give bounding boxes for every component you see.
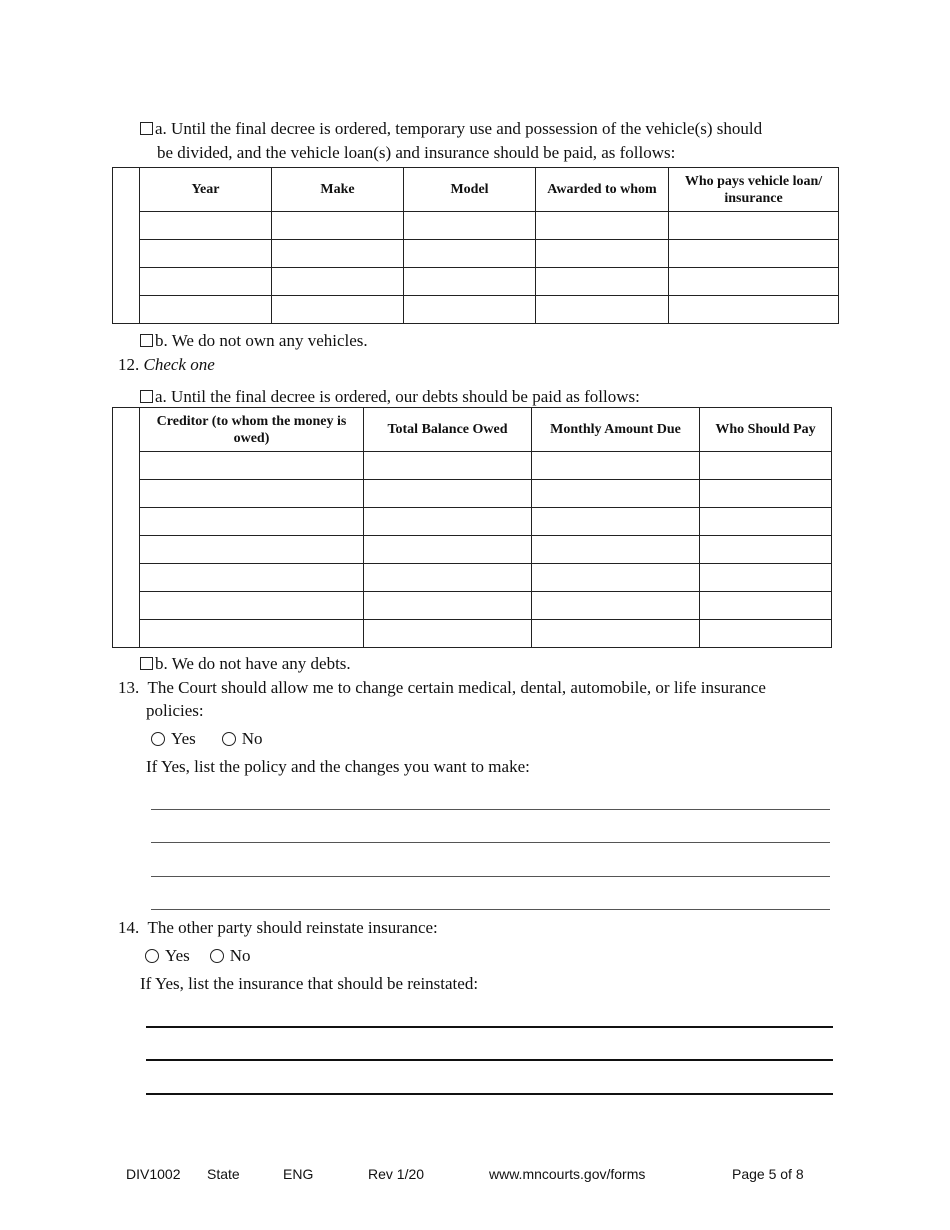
- table-cell[interactable]: [140, 296, 272, 324]
- q14-yes-option[interactable]: [145, 946, 190, 965]
- debts-header-creditor: Creditor (to whom the money is owed): [140, 408, 364, 452]
- table-row: [113, 536, 832, 564]
- vehicles-header-who-pays: Who pays vehicle loan/ insurance: [669, 168, 839, 212]
- q14-options: [145, 944, 251, 968]
- q13-answer-line[interactable]: [151, 876, 830, 877]
- table-cell[interactable]: [364, 564, 532, 592]
- table-cell[interactable]: [364, 536, 532, 564]
- vehicles-option-a-continued: be divided, and the vehicle loan(s) and insurance should be paid, as follows:: [157, 143, 676, 162]
- footer-revision: Rev 1/20: [368, 1166, 425, 1182]
- table-row: [113, 212, 839, 240]
- table-cell[interactable]: [364, 592, 532, 620]
- table-row: [113, 480, 832, 508]
- q14-followup: If Yes, list the insurance that should be reinstated:: [140, 974, 479, 993]
- vehicles-header-make: Make: [272, 168, 404, 212]
- table-cell[interactable]: [364, 452, 532, 480]
- vehicles-header-awarded: Awarded to whom: [536, 168, 669, 212]
- table-cell[interactable]: [532, 480, 700, 508]
- q13-no-radio[interactable]: [222, 732, 236, 746]
- table-cell[interactable]: [364, 508, 532, 536]
- q13-text-continued: policies:: [146, 701, 204, 720]
- q14-text: The other party should reinstate insurance:: [147, 918, 438, 937]
- vehicles-header-model: Model: [404, 168, 536, 212]
- vehicles-indent-cell: [113, 168, 140, 324]
- table-cell[interactable]: [272, 240, 404, 268]
- debts-header-monthly: Monthly Amount Due: [532, 408, 700, 452]
- footer-page-number: Page 5 of 8: [732, 1166, 804, 1182]
- debts-option-b: [140, 652, 351, 676]
- table-cell[interactable]: [536, 268, 669, 296]
- vehicles-option-b: [140, 329, 368, 353]
- table-cell[interactable]: [272, 296, 404, 324]
- vehicles-option-a-checkbox[interactable]: [140, 122, 153, 135]
- table-cell[interactable]: [364, 620, 532, 648]
- vehicles-option-b-text: b. We do not own any vehicles.: [155, 331, 368, 350]
- table-cell[interactable]: [700, 620, 832, 648]
- table-cell[interactable]: [140, 564, 364, 592]
- table-cell[interactable]: [272, 212, 404, 240]
- table-cell[interactable]: [272, 268, 404, 296]
- q13-yes-option[interactable]: [151, 729, 196, 748]
- debts-table: [112, 407, 832, 648]
- q13-yes-radio[interactable]: [151, 732, 165, 746]
- table-row: [113, 564, 832, 592]
- table-cell[interactable]: [532, 592, 700, 620]
- table-cell[interactable]: [140, 592, 364, 620]
- vehicles-header-year: Year: [140, 168, 272, 212]
- q14-no-radio[interactable]: [210, 949, 224, 963]
- q13-number: 13.: [118, 678, 140, 697]
- table-cell[interactable]: [700, 564, 832, 592]
- table-cell[interactable]: [669, 240, 839, 268]
- table-cell[interactable]: [404, 268, 536, 296]
- table-cell[interactable]: [140, 620, 364, 648]
- vehicles-table: [112, 167, 839, 324]
- vehicles-option-a-text: a. Until the final decree is ordered, temporary use and possession of the vehicle(s) should: [155, 119, 763, 138]
- footer-url[interactable]: www.mncourts.gov/forms: [489, 1166, 646, 1182]
- debts-option-b-checkbox[interactable]: [140, 657, 153, 670]
- q14-answer-line[interactable]: [146, 1026, 833, 1028]
- table-cell[interactable]: [536, 212, 669, 240]
- vehicles-header-row: [113, 168, 839, 212]
- table-cell[interactable]: [669, 296, 839, 324]
- table-cell[interactable]: [536, 240, 669, 268]
- q13-followup: If Yes, list the policy and the changes you want to make:: [146, 757, 530, 776]
- table-cell[interactable]: [532, 564, 700, 592]
- table-cell[interactable]: [700, 480, 832, 508]
- debts-option-b-text: b. We do not have any debts.: [155, 654, 351, 673]
- q13-answer-line[interactable]: [151, 809, 830, 810]
- table-cell[interactable]: [700, 452, 832, 480]
- table-cell[interactable]: [536, 296, 669, 324]
- table-cell[interactable]: [700, 592, 832, 620]
- table-cell[interactable]: [140, 536, 364, 564]
- table-cell[interactable]: [532, 536, 700, 564]
- table-cell[interactable]: [140, 452, 364, 480]
- table-cell[interactable]: [140, 480, 364, 508]
- q14-yes-label: Yes: [165, 946, 190, 965]
- q14-number: 14.: [118, 918, 140, 937]
- q13-question: [118, 676, 766, 700]
- table-cell[interactable]: [140, 240, 272, 268]
- vehicles-option-b-checkbox[interactable]: [140, 334, 153, 347]
- debts-header-balance: Total Balance Owed: [364, 408, 532, 452]
- table-cell[interactable]: [669, 212, 839, 240]
- debts-option-a-checkbox[interactable]: [140, 390, 153, 403]
- debts-heading: [118, 353, 215, 377]
- q13-answer-line[interactable]: [151, 909, 830, 910]
- table-cell[interactable]: [700, 536, 832, 564]
- table-cell[interactable]: [700, 508, 832, 536]
- table-cell[interactable]: [669, 268, 839, 296]
- debts-number: 12.: [118, 355, 140, 374]
- table-cell[interactable]: [404, 212, 536, 240]
- q14-question: [118, 916, 438, 940]
- table-row: [113, 296, 839, 324]
- debts-instruction: Check one: [143, 355, 215, 374]
- vehicles-option-a: [140, 117, 762, 141]
- table-row: [113, 620, 832, 648]
- q13-text: The Court should allow me to change certain medical, dental, automobile, or life insurance: [147, 678, 766, 697]
- table-cell[interactable]: [532, 508, 700, 536]
- q13-no-option[interactable]: [222, 729, 263, 748]
- table-cell[interactable]: [140, 212, 272, 240]
- debts-option-a: [140, 385, 640, 409]
- footer-language: ENG: [283, 1166, 314, 1182]
- debts-indent-cell: [113, 408, 140, 648]
- q13-yes-label: Yes: [171, 729, 196, 748]
- q13-options: [151, 727, 263, 751]
- table-cell[interactable]: [140, 268, 272, 296]
- table-cell[interactable]: [532, 452, 700, 480]
- table-row: [113, 452, 832, 480]
- table-cell[interactable]: [404, 240, 536, 268]
- q14-no-option[interactable]: [210, 946, 251, 965]
- q13-answer-line[interactable]: [151, 842, 830, 843]
- debts-header-who-pays: Who Should Pay: [700, 408, 832, 452]
- table-cell[interactable]: [532, 620, 700, 648]
- q13-no-label: No: [241, 729, 263, 748]
- table-row: [113, 268, 839, 296]
- q14-yes-radio[interactable]: [145, 949, 159, 963]
- table-row: [113, 240, 839, 268]
- footer-state: State: [207, 1166, 240, 1182]
- debts-option-a-text: a. Until the final decree is ordered, our debts should be paid as follows:: [155, 387, 640, 406]
- table-cell[interactable]: [404, 296, 536, 324]
- table-cell[interactable]: [364, 480, 532, 508]
- q14-answer-line[interactable]: [146, 1059, 833, 1061]
- debts-header-row: [113, 408, 832, 452]
- table-row: [113, 592, 832, 620]
- q14-no-label: No: [229, 946, 251, 965]
- table-row: [113, 508, 832, 536]
- q14-answer-line[interactable]: [146, 1093, 833, 1095]
- footer-form-id: DIV1002: [126, 1166, 181, 1182]
- table-cell[interactable]: [140, 508, 364, 536]
